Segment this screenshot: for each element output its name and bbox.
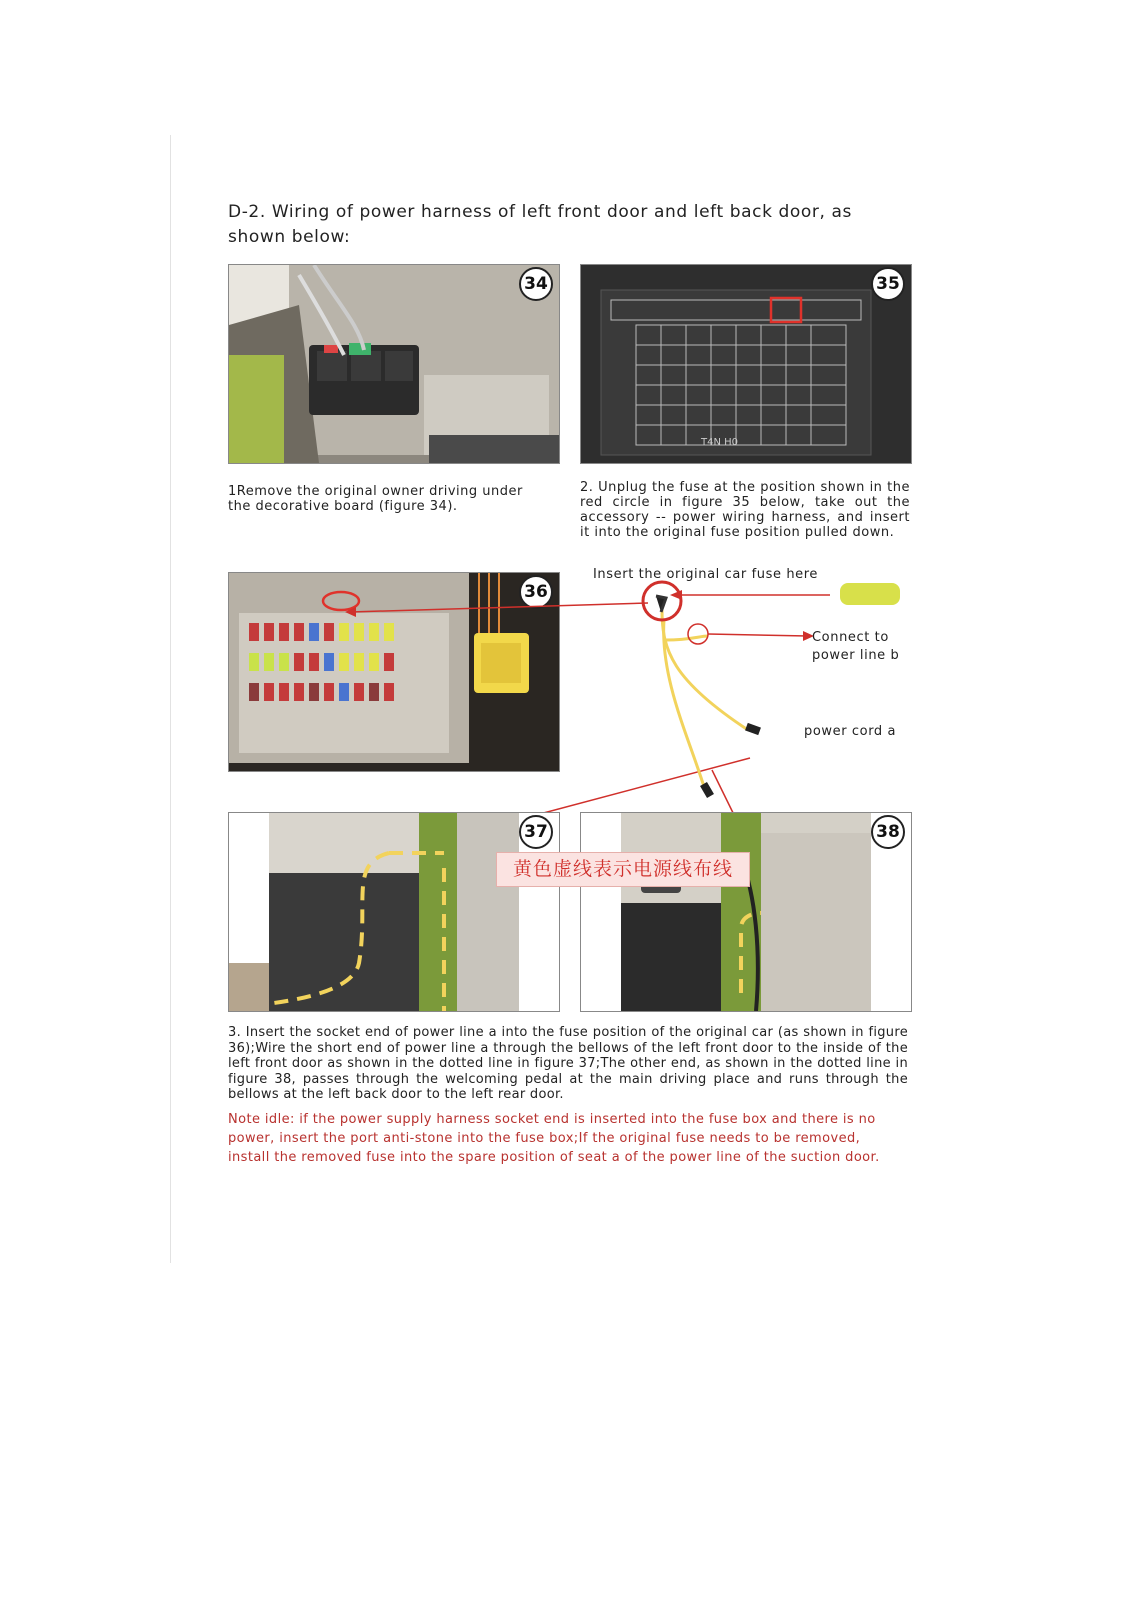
yellow-dashed-line-note-banner: 黄色虚线表示电源线布线 [496,852,750,887]
connect-line-b-label-2: power line b [812,648,900,663]
figure-number-badge: 37 [519,815,553,849]
figure-37-photo [228,812,560,1012]
note-paragraph: Note idle: if the power supply harness socket end is inserted into the fuse box and there is no power, insert the port anti-stone into the fuse box;If the original fuse needs to be removed, install the removed fuse into the spare position of seat a of the power line of the suction door. [228,1112,880,1165]
step-3-paragraph: 3. Insert the socket end of power line a into the fuse position of the original car (as shown in figure 36);Wire the short end of power line a through the bellows of the left front door to the inside of the left front door as shown in the dotted line in figure 37;The other end, as shown in the dotted line in figure 38, passes through the welcoming pedal at the main driving place and runs through the bellows at the left back door to the left rear door. [228,1025,908,1102]
figure-number-badge: 34 [519,267,553,301]
power-cord-a-label: power cord a [804,724,897,739]
caption-step-2: 2. Unplug the fuse at the position shown in the red circle in figure 35 below, take out the accessory -- power wiring harness, and insert it into the original fuse position pulled down. [580,480,910,540]
connect-line-b-label-1: Connect to [812,630,889,645]
figure-38-photo [580,812,912,1012]
insert-fuse-label: Insert the original car fuse here [593,567,819,582]
figure-number-badge: 38 [871,815,905,849]
figure-number-badge: 36 [519,575,553,609]
section-heading: D-2. Wiring of power harness of left front door and left back door, as shown below: [228,202,853,247]
caption-step-1: 1Remove the original owner driving under the decorative board (figure 34). [228,484,523,514]
rear-door-illustration [581,813,911,1011]
front-door-illustration [229,813,559,1011]
fuse-panel-text: T4N H0 [701,437,739,448]
figure-number-badge: 35 [871,267,905,301]
